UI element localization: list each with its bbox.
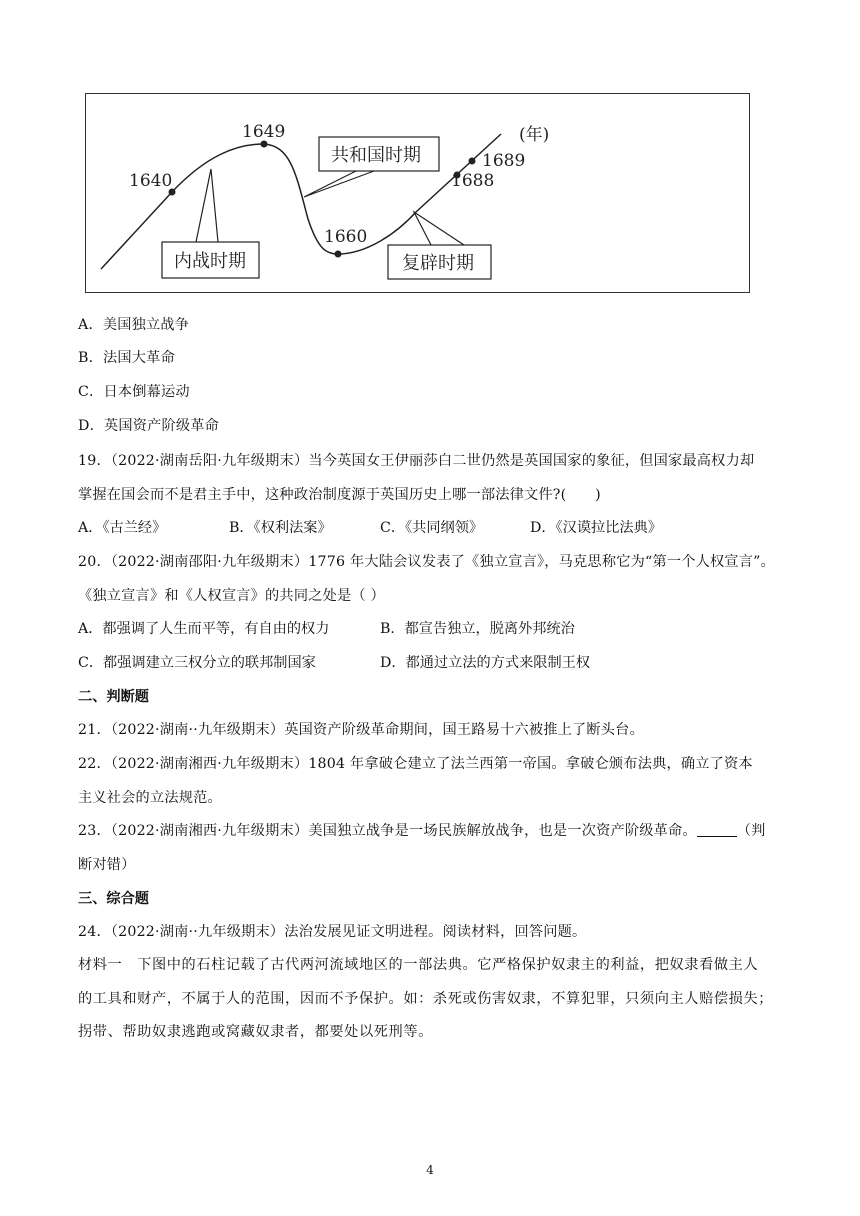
q20-stem-line1: 20．（2022·湖南邵阳·九年级期末）1776 年大陆会议发表了《独立宣言》，马克思称它为“第一个人权宣言”。 bbox=[78, 554, 775, 570]
q20-option-b: B．都宣告独立，脱离外邦统治 bbox=[380, 621, 575, 637]
year-1649-label: 1649 bbox=[242, 122, 286, 142]
material1-line3: 拐带、帮助奴隶逃跑或窝藏奴隶者，都要处以死刑等。 bbox=[78, 1024, 433, 1040]
q18-option-a: A．美国独立战争 bbox=[78, 317, 190, 333]
timeline-diagram bbox=[86, 94, 751, 294]
q18-option-d: D．英国资产阶级革命 bbox=[78, 418, 220, 434]
q19-option-b: B．《权利法案》 bbox=[229, 520, 332, 536]
q24-stem: 24．（2022·湖南··九年级期末）法治发展见证文明进程。阅读材料，回答问题。 bbox=[78, 924, 587, 940]
section-heading-comprehensive: 三、综合题 bbox=[78, 891, 149, 907]
timeline-figure bbox=[85, 93, 750, 293]
material1-line1: 材料一 下图中的石柱记载了古代两河流域地区的一部法典。它严格保护奴隶主的利益，把奴隶看做主人 bbox=[78, 957, 759, 973]
year-1660-label: 1660 bbox=[324, 227, 368, 247]
material1-line2: 的工具和财产，不属于人的范围，因而不予保护。如：杀死或伤害奴隶，不算犯罪，只须向主人赔偿损失； bbox=[78, 991, 774, 1007]
section-heading-judgment: 二、判断题 bbox=[78, 689, 149, 705]
label-civil-war: 内战时期 bbox=[174, 251, 246, 272]
q20-option-c: C．都强调建立三权分立的联邦制国家 bbox=[78, 655, 316, 671]
q23-stem-line1 bbox=[78, 821, 766, 841]
year-1640-label: 1640 bbox=[129, 171, 173, 191]
label-republic: 共和国时期 bbox=[331, 145, 421, 166]
q23-stem-line2: 断对错） bbox=[78, 857, 136, 873]
q20-option-a: A．都强调了人生而平等，有自由的权力 bbox=[78, 621, 330, 637]
label-restoration: 复辟时期 bbox=[402, 253, 474, 274]
q20-option-d: D．都通过立法的方式来限制王权 bbox=[380, 655, 591, 671]
page-number: 4 bbox=[426, 1163, 434, 1177]
point-1689 bbox=[469, 158, 476, 165]
year-1688-label: 1688 bbox=[451, 171, 495, 191]
q20-stem-line2: 《独立宣言》和《人权宣言》的共同之处是（ ） bbox=[78, 588, 385, 604]
q22-stem-line2: 主义社会的立法规范。 bbox=[78, 790, 222, 806]
unit-label: (年) bbox=[519, 125, 550, 145]
q21-stem: 21．（2022·湖南··九年级期末）英国资产阶级革命期间，国王路易十六被推上了断头台。 bbox=[78, 722, 644, 738]
q18-option-c: C．日本倒幕运动 bbox=[78, 384, 190, 400]
q23-answer-blank bbox=[697, 822, 737, 837]
q22-stem-line1: 22．（2022·湖南湘西·九年级期末）1804 年拿破仑建立了法兰西第一帝国。拿破仑颁布法典，确立了资本 bbox=[78, 756, 753, 772]
q19-option-c: C．《共同纲领》 bbox=[380, 520, 484, 536]
q19-option-d: D．《汉谟拉比法典》 bbox=[530, 520, 662, 536]
q23-stem-text: 23．（2022·湖南湘西·九年级期末）美国独立战争是一场民族解放战争，也是一次资产阶级革命。 bbox=[78, 823, 697, 839]
q19-stem-line1: 19．（2022·湖南岳阳·九年级期末）当今英国女王伊丽莎白二世仍然是英国国家的象征，但国家最高权力却 bbox=[78, 453, 755, 469]
q18-option-b: B．法国大革命 bbox=[78, 350, 175, 366]
q19-stem-line2: 掌握在国会而不是君主手中，这种政治制度源于英国历史上哪一部法律文件?( ) bbox=[78, 487, 601, 503]
point-1660 bbox=[335, 251, 342, 258]
q19-option-a: A．《古兰经》 bbox=[78, 520, 167, 536]
year-1689-label: 1689 bbox=[482, 151, 526, 171]
q23-stem-suffix: （判 bbox=[736, 823, 766, 839]
